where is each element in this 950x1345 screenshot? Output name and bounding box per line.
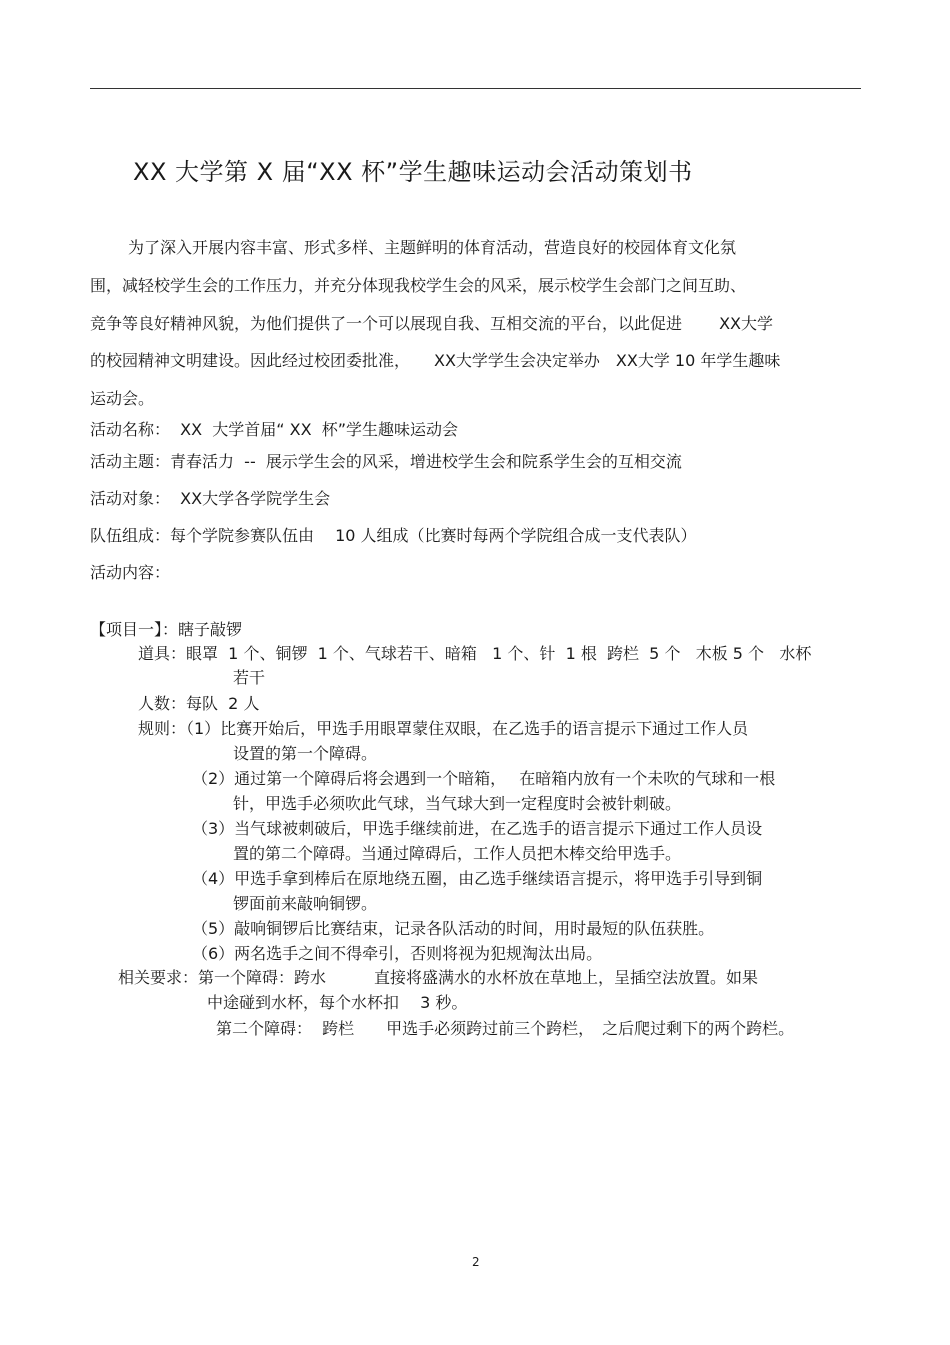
activity-name: 活动名称： XX 大学首届“ XX 杯”学生趣味运动会: [90, 420, 459, 439]
props-line-2: 若干: [233, 668, 266, 687]
rule-5: （5）敲响铜锣后比赛结束，记录各队活动的时间，用时最短的队伍获胜。: [192, 919, 715, 938]
activity-content-label: 活动内容：: [90, 563, 171, 582]
intro-line-1: 为了深入开展内容丰富、形式多样、主题鲜明的体育活动，营造良好的校园体育文化氛: [128, 238, 737, 257]
activity-theme: 活动主题：青春活力 -- 展示学生会的风采，增进校学生会和院系学生会的互相交流: [90, 452, 682, 471]
people-line: 人数：每队 2 人: [138, 694, 260, 713]
activity-target: 活动对象： XX大学各学院学生会: [90, 489, 331, 508]
page-title: XX 大学第 X 届“XX 杯”学生趣味运动会活动策划书: [133, 158, 693, 186]
intro-line-5: 运动会。: [90, 389, 155, 408]
rule-1-line-2: 设置的第一个障碍。: [233, 744, 378, 763]
intro-line-4: 的校园精神文明建设。因此经过校团委批准， XX大学学生会决定举办 XX大学 10 年学生趣味: [90, 351, 781, 370]
props-line-1: 道具：眼罩 1 个、铜锣 1 个、气球若干、暗箱 1 个、针 1 根 跨栏 5 个 木板 5 个 水杯: [138, 644, 812, 663]
rule-2-line-1: （2）通过第一个障碍后将会遇到一个暗箱， 在暗箱内放有一个未吹的气球和一根: [192, 769, 776, 788]
requirement-line-2: 中途碰到水杯，每个水杯扣 3 秒。: [207, 993, 468, 1012]
rule-4-line-1: （4）甲选手拿到棒后在原地绕五圈，由乙选手继续语言提示，将甲选手引导到铜: [192, 869, 763, 888]
intro-line-3: 竞争等良好精神风貌，为他们提供了一个可以展现自我、互相交流的平台，以此促进 XX大学: [90, 314, 774, 333]
rule-3-line-2: 置的第二个障碍。当通过障碍后，工作人员把木棒交给甲选手。: [233, 844, 682, 863]
rule-1-line-1: 规则：（1）比赛开始后，甲选手用眼罩蒙住双眼，在乙选手的语言提示下通过工作人员: [138, 719, 749, 738]
rule-6: （6）两名选手之间不得牵引，否则将视为犯规淘汰出局。: [192, 944, 603, 963]
rule-3-line-1: （3）当气球被刺破后，甲选手继续前进，在乙选手的语言提示下通过工作人员设: [192, 819, 763, 838]
rule-2-line-2: 针，甲选手必须吹此气球，当气球大到一定程度时会被针刺破。: [233, 794, 682, 813]
team-composition: 队伍组成：每个学院参赛队伍由 10 人组成（比赛时每两个学院组合成一支代表队）: [90, 526, 697, 545]
requirement-line-3: 第二个障碍： 跨栏 甲选手必须跨过前三个跨栏， 之后爬过剩下的两个跨栏。: [216, 1019, 795, 1038]
project-heading: 【项目一】：瞎子敲锣: [90, 620, 243, 639]
rule-4-line-2: 锣面前来敲响铜锣。: [233, 894, 378, 913]
header-rule: [90, 88, 861, 89]
intro-line-2: 围，减轻校学生会的工作压力，并充分体现我校学生会的风采，展示校学生会部门之间互助、: [90, 276, 747, 295]
page-number: 2: [472, 1255, 480, 1269]
requirement-line-1: 相关要求：第一个障碍：跨水 直接将盛满水的水杯放在草地上，呈插空法放置。如果: [118, 968, 759, 987]
